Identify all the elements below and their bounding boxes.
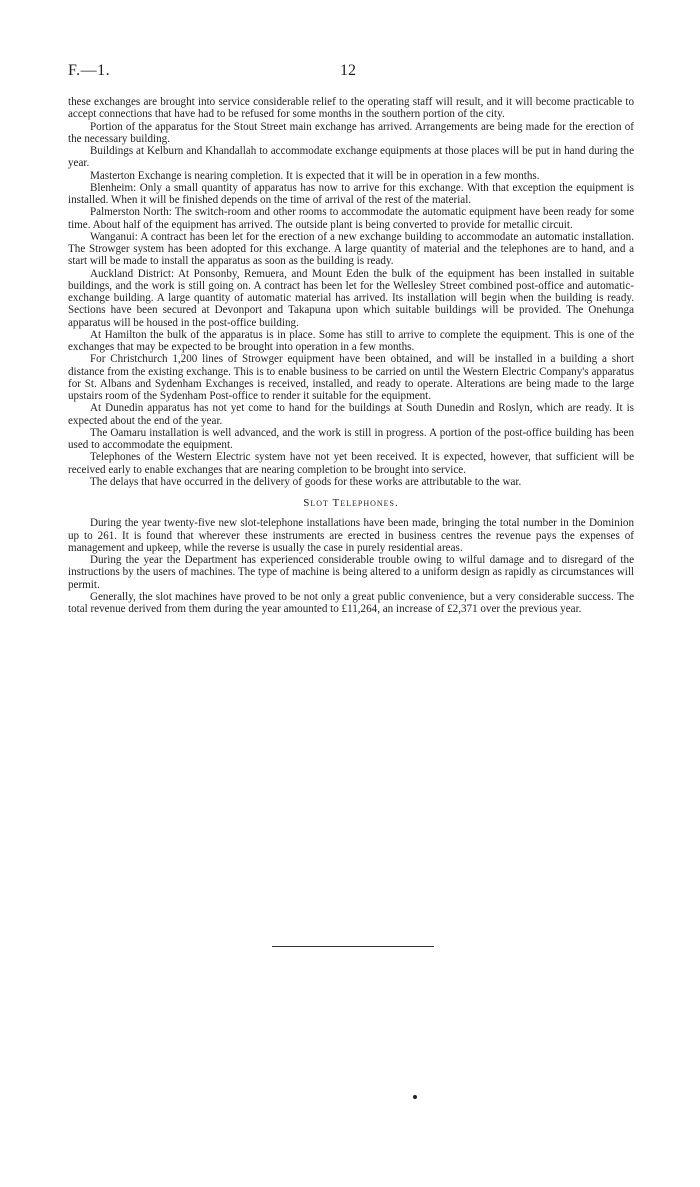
paragraph-delays: The delays that have occurred in the delivery of goods for these works are attributable to the war. (90, 475, 522, 488)
paragraph-palmerston-north: Palmerston North: The switch-room and other rooms to accommodate the automatic equipment have been ready for some time. About half of the equipment has arrived. The outside plant is being converted to provide for metallic circuit. (68, 206, 634, 231)
document-body (68, 96, 634, 615)
paragraph-auckland-district: Auckland District: At Ponsonby, Remuera, and Mount Eden the bulk of the equipment has been installed in suitable buildings, and the work is still going on. A contract has been let for the Wellesley Street combined post-office and automatic-exchange building. A large quantity of automatic material has arrived. Its installation will begin when the building is ready. Sections have been secured at Devonport and Takapuna upon which suitable buildings will be provided. The Onehunga apparatus will be housed in the post-office building. (68, 267, 634, 329)
paragraph-blenheim: Blenheim: Only a small quantity of apparatus has now to arrive for this exchange. With that exception the equipment is installed. When it will be finished depends on the time of arrival of the rest of the material. (68, 181, 634, 206)
paragraph-kelburn-khandallah: Buildings at Kelburn and Khandallah to accommodate exchange equipments at those places will be put in hand during the year. (68, 145, 634, 170)
printer-mark (413, 1095, 417, 1099)
paragraph-slot-revenue: Generally, the slot machines have proved to be not only a great public convenience, but a very considerable success. The total revenue derived from them during the year amounted to £11,264, an increase of £2,371 over the previous year. (68, 590, 634, 615)
paragraph-stout-street: Portion of the apparatus for the Stout Street main exchange has arrived. Arrangements are being made for the erection of the necessary building. (68, 120, 634, 145)
paragraph-christchurch: For Christchurch 1,200 lines of Strowger equipment have been obtained, and will be installed in a building a short distance from the existing exchange. This is to enable business to be carried on until the Western Electric Company's apparatus for St. Albans and Sydenham Exchanges is received, installed, and ready to operate. Alterations are being made to the large upstairs room of the Sydenham Post-office to render it suitable for the equipment. (68, 353, 634, 402)
paragraph-continuation: these exchanges are brought into service considerable relief to the operating staff will result, and it will become practicable to accept connections that have had to be refused for some months in the southern portion of the city. (68, 96, 634, 121)
section-heading-slot-telephones: Slot Telephones. (303, 497, 399, 509)
paragraph-slot-installations: During the year twenty-five new slot-telephone installations have been made, bringing the total number in the Dominion up to 261. It is found that wherever these instruments are erected in business centres the revenue pays the expenses of management and upkeep, while the reverse is usually the case in purely residential areas. (68, 517, 634, 554)
paragraph-oamaru: The Oamaru installation is well advanced, and the work is still in progress. A portion of the post-office building has been used to accommodate the equipment. (68, 426, 634, 451)
paragraph-masterton: Masterton Exchange is nearing completion. It is expected that it will be in operation in a few months. (90, 169, 540, 182)
page-number: 12 (340, 62, 356, 79)
paragraph-western-electric: Telephones of the Western Electric system have not yet been received. It is expected, however, that sufficient will be received early to enable exchanges that are nearing completion to be brought into service. (68, 451, 634, 476)
paragraph-hamilton: At Hamilton the bulk of the apparatus is in place. Some has still to arrive to complete the equipment. This is one of the exchanges that may be expected to be brought into operation in a few months. (68, 328, 634, 353)
closing-rule (272, 946, 434, 947)
parliamentary-paper-reference: F.—1. (68, 62, 111, 79)
page-header (68, 62, 636, 86)
paragraph-dunedin: At Dunedin apparatus has not yet come to hand for the buildings at South Dunedin and Roslyn, which are ready. It is expected about the end of the year. (68, 402, 634, 427)
paragraph-wanganui: Wanganui: A contract has been let for the erection of a new exchange building to accommodate an automatic installation. The Strowger system has been adopted for this exchange. A large quantity of material and the telephones are to hand, and a start will be made to install the apparatus as soon as the building is ready. (68, 230, 634, 268)
paragraph-slot-damage: During the year the Department has experienced considerable trouble owing to wilful damage and to disregard of the instructions by the users of machines. The type of machine is being altered to a uniform design as rapidly as circumstances will permit. (68, 554, 634, 591)
